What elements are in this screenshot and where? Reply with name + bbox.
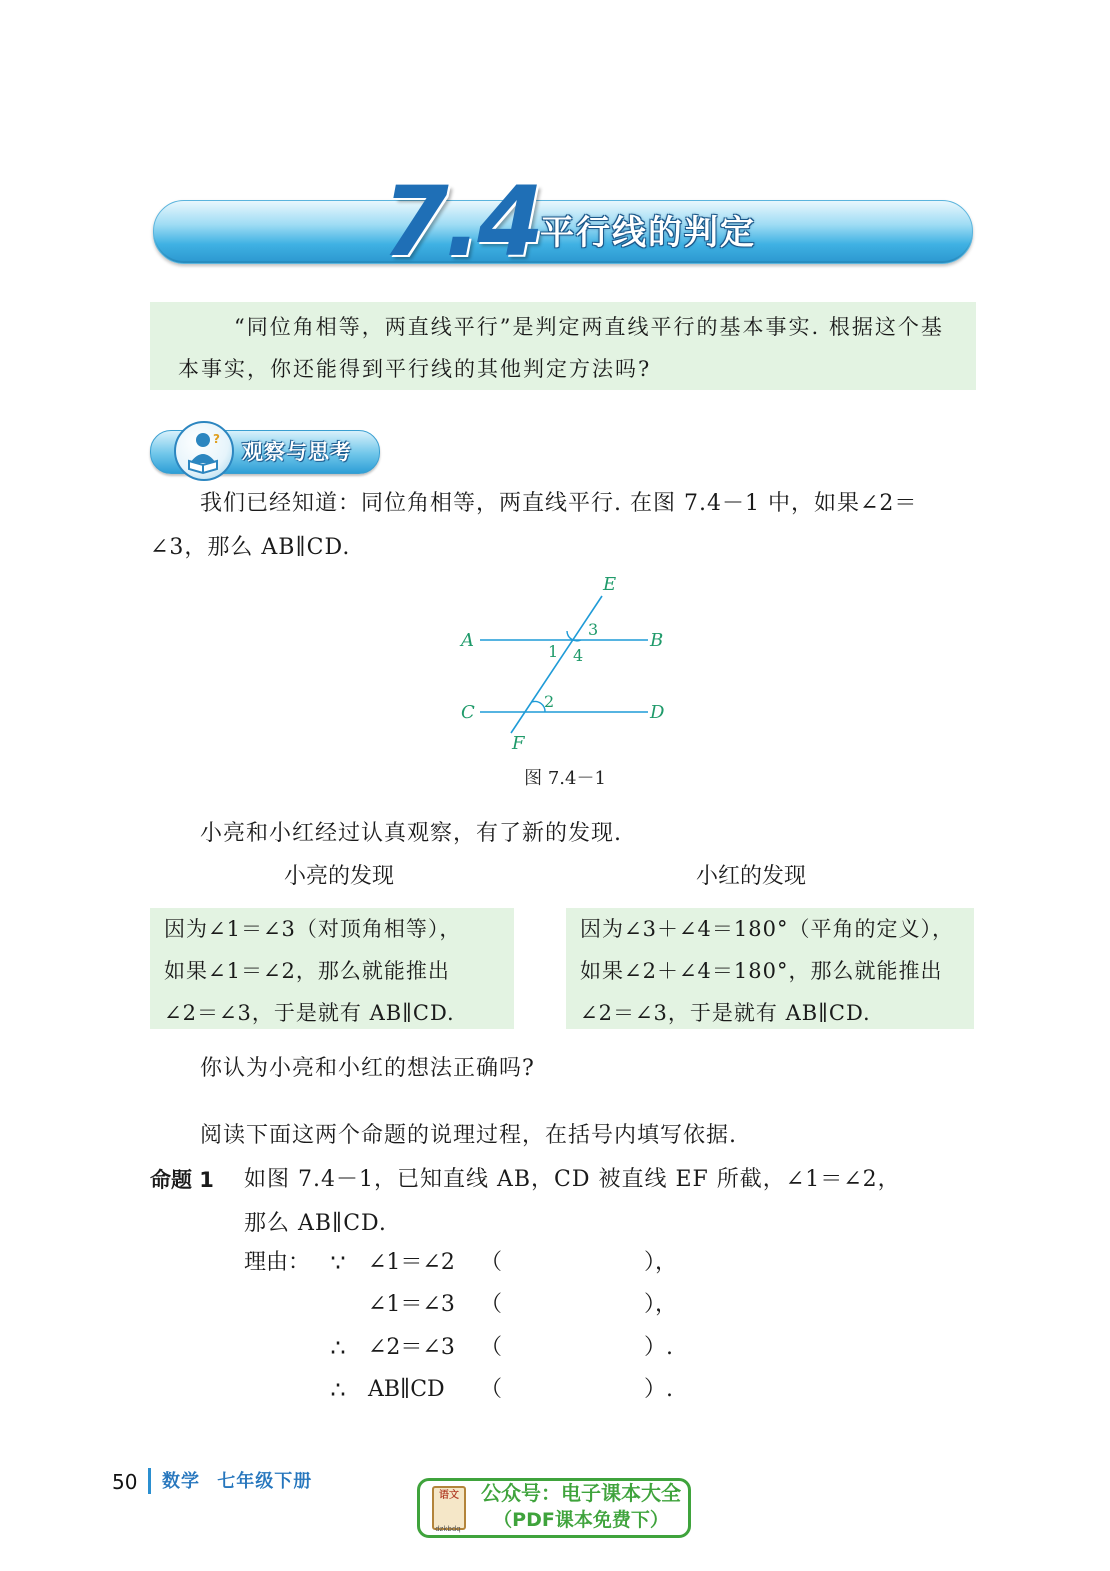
xiaohong-line-3: ∠2＝∠3，于是就有 AB∥CD.: [580, 1001, 871, 1025]
proof-step-1-open: （: [480, 1250, 503, 1275]
proof-step-4-expr: AB∥CD: [368, 1377, 445, 1402]
xiaoliang-line-1: 因为∠1＝∠3（对顶角相等），: [164, 917, 462, 941]
intro-box: [150, 302, 976, 390]
paragraph-1: [150, 482, 976, 570]
xiaohong-line-1: 因为∠3＋∠4＝180°（平角的定义），: [580, 917, 954, 941]
label-angle-4: 4: [573, 646, 584, 665]
proof-step-1-close: ），: [644, 1250, 678, 1275]
xiaohong-line-2: 如果∠2＋∠4＝180°，那么就能推出: [580, 959, 943, 983]
label-b: B: [650, 630, 664, 651]
figure-7-4-1: [450, 568, 670, 758]
proof-step-2-open: （: [480, 1292, 503, 1317]
therefore-symbol-1: ∴: [330, 1334, 346, 1362]
svg-text:?: ?: [213, 432, 220, 446]
stamp-line-2: （PDF课本免费下）: [493, 1509, 669, 1531]
label-angle-3: 3: [588, 620, 599, 639]
proof-step-4-close: ）.: [644, 1377, 673, 1402]
reader-icon: [174, 421, 234, 481]
page-number: 50: [112, 1470, 138, 1494]
section-title: 平行线的判定: [540, 213, 756, 253]
footer-divider: [148, 1468, 151, 1494]
proof-step-2-close: ），: [644, 1292, 678, 1317]
paragraph-1-line-1: 我们已经知道：同位角相等，两直线平行. 在图 7.4－1 中，如果∠2＝: [200, 491, 918, 516]
xiaoliang-line-2: 如果∠1＝∠2，那么就能推出: [164, 959, 450, 983]
book-title: 数学 七年级下册: [162, 1471, 313, 1492]
book-icon-text: 语文: [439, 1490, 459, 1501]
observe-label: 观察与思考: [242, 440, 352, 464]
intro-text: “同位角相等，两直线平行”是判定两直线平行的基本事实. 根据这个基本事实，你还能得到平行线的其他判定方法吗?: [178, 315, 944, 381]
paragraph-1-line-2: ∠3，那么 AB∥CD.: [150, 535, 351, 560]
label-f: F: [512, 733, 525, 754]
therefore-symbol-2: ∴: [330, 1376, 346, 1404]
proposition-1-label: 命题 1: [150, 1168, 214, 1192]
label-c: C: [461, 702, 475, 723]
proof-step-2-expr: ∠1＝∠3: [368, 1292, 455, 1317]
proposition-1-line-1: 如图 7.4－1，已知直线 AB，CD 被直线 EF 所截，∠1＝∠2，: [244, 1167, 901, 1192]
label-angle-1: 1: [548, 642, 559, 661]
paragraph-3: 你认为小亮和小红的想法正确吗?: [200, 1056, 535, 1081]
stamp-line-1: 公众号：电子课本大全: [481, 1481, 681, 1505]
paragraph-4: 阅读下面这两个命题的说理过程，在括号内填写依据.: [200, 1123, 737, 1148]
xiaoliang-heading: 小亮的发现: [284, 864, 395, 889]
xiaohong-box: [566, 908, 974, 1029]
label-e: E: [603, 574, 617, 595]
proof-step-1-expr: ∠1＝∠2: [368, 1250, 455, 1275]
parallel-lines-diagram: [450, 568, 670, 758]
section-number: 7.4: [382, 166, 541, 278]
proof-step-3-open: （: [480, 1335, 503, 1360]
label-d: D: [650, 702, 665, 723]
label-angle-2: 2: [544, 692, 555, 711]
label-a: A: [461, 630, 474, 651]
paragraph-2: 小亮和小红经过认真观察，有了新的发现.: [200, 821, 622, 846]
xiaohong-heading: 小红的发现: [696, 864, 807, 889]
proof-step-4-open: （: [480, 1377, 503, 1402]
proposition-1-line-2: 那么 AB∥CD.: [244, 1211, 387, 1236]
xiaoliang-line-3: ∠2＝∠3，于是就有 AB∥CD.: [164, 1001, 455, 1025]
reason-label: 理由：: [244, 1250, 311, 1275]
stamp-subtext: dzkbdq: [435, 1525, 461, 1533]
proof-step-3-close: ）.: [644, 1335, 673, 1360]
figure-caption: 图 7.4－1: [524, 768, 606, 789]
xiaoliang-box: [150, 908, 514, 1029]
because-symbol: ∵: [330, 1249, 346, 1277]
proposition-1-text: [244, 1158, 901, 1246]
proof-step-3-expr: ∠2＝∠3: [368, 1335, 455, 1360]
